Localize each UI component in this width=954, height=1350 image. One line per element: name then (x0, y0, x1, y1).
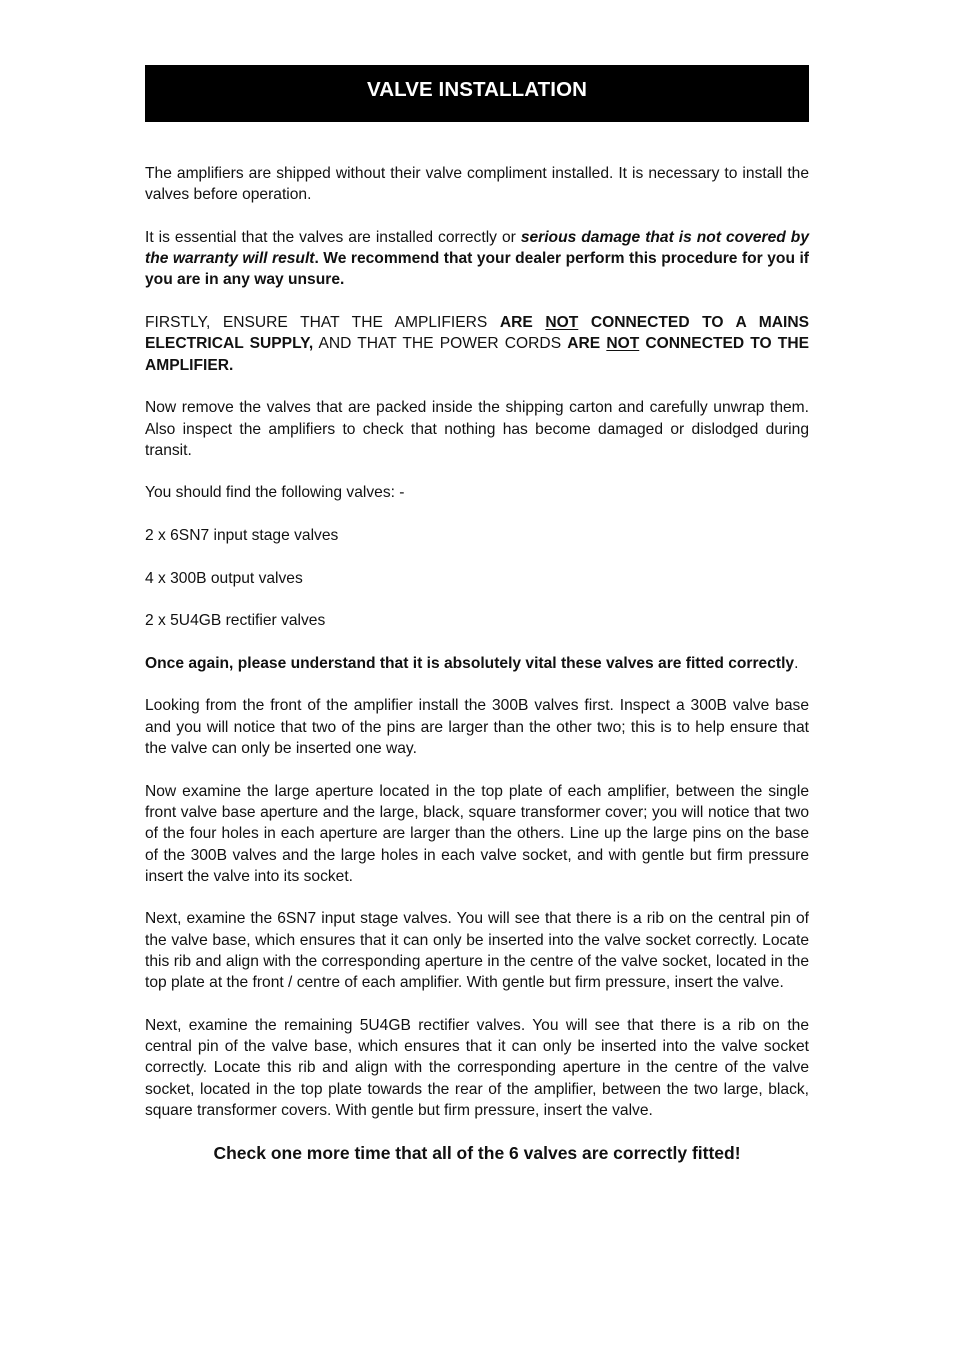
document-page (145, 65, 809, 1186)
disconnect-bold-3: ARE (567, 335, 607, 353)
final-check: Check one more time that all of the 6 valves are correctly fitted! (213, 1143, 741, 1164)
valve-list-item: 2 x 6SN7 input stage valves (145, 527, 339, 545)
vital-notice-tail: . (794, 654, 799, 672)
vital-notice (145, 653, 809, 674)
disconnect-not-1: NOT (545, 314, 579, 332)
valve-list-item: 2 x 5U4GB rectifier valves (145, 612, 326, 630)
warning-emphasis: serious damage that is not covered by the warranty will result (145, 228, 809, 268)
intro-paragraph: The amplifiers are shipped without their valve compliment installed. It is necessary to install the valves before operation. (145, 165, 809, 204)
disconnect-bold-1: ARE (499, 314, 546, 332)
title-banner (145, 65, 809, 122)
warning-recommendation: . We recommend that your dealer perform this procedure for you if you are in any way unsure. (145, 250, 809, 289)
step-5u4gb: Next, examine the remaining 5U4GB rectifier valves. You will see that there is a rib on the central pin of the valve base, which ensures that it can only be inserted into the valve socket correctly. Locate this rib and align with the corresponding aperture in the centre of the valve socket, located in the top plate towards the rear of the amplifier, between the two large, black, square transformer covers. With gentle but firm pressure, insert the valve. (145, 1016, 809, 1120)
warning-lead: It is essential that the valves are installed correctly or (145, 228, 521, 246)
disconnect-bold-4: CONNECTED TO THE AMPLIFIER. (145, 335, 809, 374)
disconnect-warning (145, 312, 809, 376)
disconnect-not-2: NOT (606, 335, 640, 353)
disconnect-text-1: FIRSTLY, ENSURE THAT THE AMPLIFIERS (145, 314, 500, 332)
disconnect-bold-2: CONNECTED TO A MAINS ELECTRICAL SUPPLY, (145, 314, 809, 353)
step-300b-inspect: Looking from the front of the amplifier install the 300B valves first. Inspect a 300B valve base and you will notice that two of the pins are larger than the other two; this is to help ensure that the valve can only be inserted one way. (145, 697, 809, 758)
step-6sn7: Next, examine the 6SN7 input stage valves. You will see that there is a rib on the central pin of the valve base, which ensures that it can only be inserted into the valve socket correctly. Locate this rib and align with the corresponding aperture in the centre of the valve socket, located in the top plate at the front / centre of each amplifier. With gentle but firm pressure, insert the valve. (145, 910, 809, 992)
disconnect-text-2: AND THAT THE POWER CORDS (313, 335, 568, 353)
vital-notice-bold: Once again, please understand that it is absolutely vital these valves are fitted correctly (145, 654, 795, 672)
valves-intro: You should find the following valves: - (145, 484, 405, 502)
step-300b-install: Now examine the large aperture located in the top plate of each amplifier, between the single front valve base aperture and the large, black, square transformer cover; you will notice that two of the four holes in each aperture are larger than the others. Line up the large pins on the base of the 300B valves and the large holes in each valve socket, and with gentle but firm pressure insert the valve into its socket. (145, 782, 809, 885)
page-title: VALVE INSTALLATION (366, 77, 588, 101)
valve-list-item: 4 x 300B output valves (145, 569, 303, 587)
unpack-paragraph: Now remove the valves that are packed inside the shipping carton and carefully unwrap them. Also inspect the amplifiers to check that nothing has become damaged or dislodged during transit. (145, 399, 809, 459)
warning-paragraph (145, 227, 809, 291)
